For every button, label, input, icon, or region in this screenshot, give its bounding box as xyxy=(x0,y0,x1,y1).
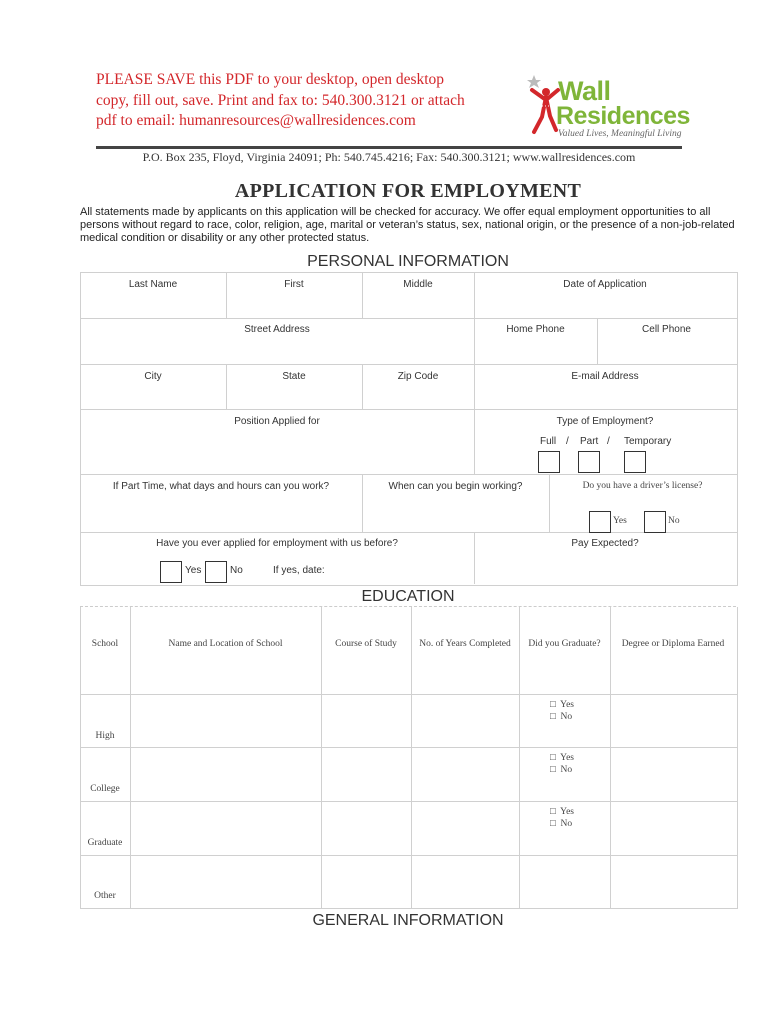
logo-word-wall: Wall xyxy=(558,76,611,106)
position-applied-label: Position Applied for xyxy=(234,416,320,427)
state-label: State xyxy=(282,371,306,382)
no-label: No xyxy=(560,712,573,722)
row-divider xyxy=(80,474,737,475)
row-divider xyxy=(80,747,737,748)
notice-line-3: pdf to email: humanresources@wallresidences.com xyxy=(96,112,416,129)
type-of-employment-label: Type of Employment? xyxy=(556,416,654,427)
graduate-school-graduate-no[interactable] xyxy=(550,819,572,829)
pay-expected-label: Pay Expected? xyxy=(571,538,639,549)
row-divider xyxy=(80,532,737,533)
checkbox-icon: □ xyxy=(550,765,556,775)
wall-residences-logo xyxy=(520,72,690,142)
yes-label: Yes xyxy=(560,807,574,817)
applied-no-label: No xyxy=(230,565,243,576)
checkbox-icon: □ xyxy=(550,712,556,722)
license-yes-label: Yes xyxy=(613,516,627,526)
course-column-header: Course of Study xyxy=(335,639,397,649)
license-yes-checkbox[interactable] xyxy=(589,511,611,533)
logo-word-residences: Residences xyxy=(556,102,690,130)
full-time-checkbox[interactable] xyxy=(538,451,560,473)
part-label: Part xyxy=(580,436,599,447)
slash-separator: / xyxy=(607,436,610,447)
start-date-label: When can you begin working? xyxy=(388,481,523,492)
education-table xyxy=(80,607,738,909)
form-title: APPLICATION FOR EMPLOYMENT xyxy=(234,180,582,202)
notice-line-1: PLEASE SAVE this PDF to your desktop, open desktop xyxy=(96,71,445,88)
school-column-header: School xyxy=(91,639,119,649)
slash-separator: / xyxy=(566,436,569,447)
license-no-label: No xyxy=(668,516,680,526)
col-divider xyxy=(130,607,131,908)
row-divider xyxy=(80,855,737,856)
high-graduate-no[interactable] xyxy=(550,712,572,722)
header-divider xyxy=(96,146,682,149)
col-divider xyxy=(519,607,520,908)
high-school-row-label: High xyxy=(95,731,115,741)
part-time-availability-label: If Part Time, what days and hours can you work? xyxy=(112,481,330,492)
street-address-label: Street Address xyxy=(244,324,310,335)
contact-address: P.O. Box 235, Floyd, Virginia 24091; Ph: 540.745.4216; Fax: 540.300.3121; www.wallresidences.com xyxy=(142,150,636,164)
applied-before-yes-checkbox[interactable] xyxy=(160,561,182,583)
college-row-label: College xyxy=(90,784,120,794)
applied-yes-label: Yes xyxy=(185,565,202,576)
applied-before-label: Have you ever applied for employment with us before? xyxy=(156,538,398,549)
college-graduate-yes[interactable] xyxy=(550,753,574,763)
full-label: Full xyxy=(540,436,557,447)
checkbox-icon: □ xyxy=(550,819,556,829)
other-row-label: Other xyxy=(94,891,116,901)
general-information-heading: GENERAL INFORMATION xyxy=(312,912,504,929)
row-divider xyxy=(80,409,737,410)
checkbox-icon: □ xyxy=(550,753,556,763)
first-name-label: First xyxy=(284,279,304,290)
email-label: E-mail Address xyxy=(571,371,639,382)
date-of-application-label: Date of Application xyxy=(563,279,647,290)
personal-information-heading: PERSONAL INFORMATION xyxy=(307,253,509,270)
graduate-row-label: Graduate xyxy=(87,838,123,848)
years-column-header: No. of Years Completed xyxy=(419,639,511,649)
middle-name-label: Middle xyxy=(403,279,433,290)
notice-line-2: copy, fill out, save. Print and fax to: 540.300.3121 or attach xyxy=(96,91,465,109)
zip-code-label: Zip Code xyxy=(397,371,439,382)
temporary-checkbox[interactable] xyxy=(624,451,646,473)
row-divider xyxy=(80,364,737,365)
row-divider xyxy=(80,694,737,695)
applied-before-no-checkbox[interactable] xyxy=(205,561,227,583)
high-graduate-yes[interactable] xyxy=(550,700,574,710)
last-name-label: Last Name xyxy=(128,279,178,290)
school-name-column-header: Name and Location of School xyxy=(168,639,283,649)
checkbox-icon: □ xyxy=(550,700,556,710)
drivers-license-label: Do you have a driver’s license? xyxy=(582,481,703,491)
logo-tagline: Valued Lives, Meaningful Living xyxy=(558,129,682,139)
degree-column-header: Degree or Diploma Earned xyxy=(621,639,725,649)
part-time-checkbox[interactable] xyxy=(578,451,600,473)
equal-opportunity-statement: All statements made by applicants on this application will be checked for accuracy. We offer equal employment opportunities to all persons without regard to race, color, religion, age, marital or veteran’s status, sex, national origin, or the presence of a non-job-related medical condition or disability or any other protected status. xyxy=(80,206,735,244)
col-divider xyxy=(321,607,322,908)
license-no-checkbox[interactable] xyxy=(644,511,666,533)
no-label: No xyxy=(560,765,573,775)
checkbox-icon: □ xyxy=(550,807,556,817)
graduate-school-graduate-yes[interactable] xyxy=(550,807,574,817)
row-divider xyxy=(80,318,737,319)
cell-phone-label: Cell Phone xyxy=(642,324,691,335)
if-yes-date-label: If yes, date: xyxy=(273,565,325,576)
temporary-label: Temporary xyxy=(624,436,672,447)
no-label: No xyxy=(560,819,573,829)
yes-label: Yes xyxy=(560,700,574,710)
col-divider xyxy=(411,607,412,908)
col-divider xyxy=(610,607,611,908)
college-graduate-no[interactable] xyxy=(550,765,572,775)
city-label: City xyxy=(144,371,162,382)
education-heading: EDUCATION xyxy=(361,588,455,605)
row-divider xyxy=(80,801,737,802)
graduate-column-header: Did you Graduate? xyxy=(528,639,601,649)
save-instructions xyxy=(96,70,516,132)
yes-label: Yes xyxy=(560,753,574,763)
home-phone-label: Home Phone xyxy=(506,324,565,335)
